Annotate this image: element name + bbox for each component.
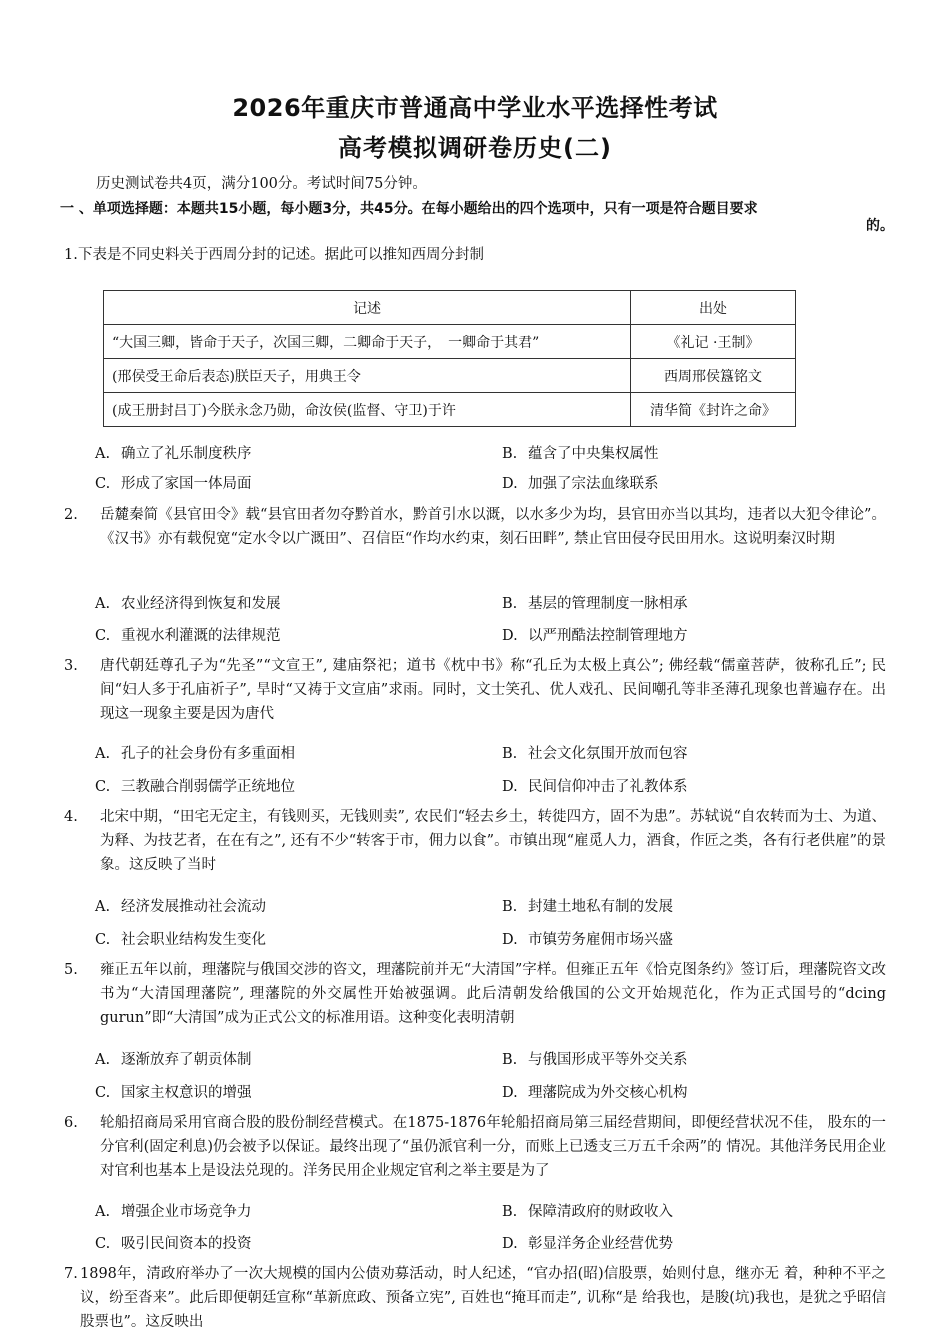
option-2c[interactable] — [95, 624, 281, 645]
table-header-cell: 记述 — [104, 291, 631, 325]
option-label: C. — [95, 1085, 111, 1101]
question-number: 2. — [64, 507, 78, 523]
option-label: A. — [95, 1204, 111, 1220]
question-4 — [64, 805, 886, 880]
option-2d[interactable] — [502, 624, 688, 645]
option-3a[interactable] — [95, 742, 295, 763]
table-header-row — [104, 291, 796, 325]
option-1b[interactable] — [502, 442, 659, 463]
table-cell: 清华简《封许之命》 — [631, 393, 796, 427]
option-label: A. — [95, 1052, 111, 1068]
option-label: A. — [95, 899, 111, 915]
option-3d[interactable] — [502, 775, 688, 796]
question-number: 6. — [64, 1115, 78, 1131]
option-label: D. — [502, 1085, 518, 1101]
option-label: A. — [95, 596, 111, 612]
option-text: 理藩院成为外交核心机构 — [528, 1085, 688, 1101]
option-2b[interactable] — [502, 592, 688, 613]
question-5 — [64, 958, 906, 1033]
option-3c[interactable] — [95, 775, 295, 796]
option-text: 形成了家国一体局面 — [121, 476, 252, 492]
question-stem: 1898年，清政府举办了一次大规模的国内公债劝募活动，时人纪述，“官办招(昭)信股票，始则付息，继亦无 着，种种不平之议，纷至沓来”。此后即便朝廷宣称“革新庶政、预备立宪”, 百姓也“掩耳而走”, 讥称“是 给我也，是朘(坑)我也，是犹之乎昭信股票也”。这反映出 — [80, 1266, 886, 1330]
table-cell: 西周邢侯簋铭文 — [631, 359, 796, 393]
option-label: B. — [502, 446, 518, 462]
question-7 — [64, 1262, 886, 1337]
question-6 — [64, 1111, 886, 1186]
table-cell: (邢侯受王命后表态)朕臣天子，用典王令 — [104, 359, 631, 393]
option-label: B. — [502, 596, 518, 612]
option-text: 市镇劳务雇佣市场兴盛 — [528, 932, 673, 948]
option-label: C. — [95, 476, 111, 492]
option-text: 基层的管理制度一脉相承 — [528, 596, 688, 612]
option-text: 吸引民间资本的投资 — [121, 1236, 252, 1252]
option-label: D. — [502, 628, 518, 644]
option-4a[interactable] — [95, 895, 266, 916]
question-stem: 岳麓秦简《县官田令》载“县官田者勿夺黔首水，黔首引水以溉，以水多少为均，县官田亦当以其均，违者以大犯令律论”。《汉书》亦有载倪宽“定水令以广溉田”、召信臣“作均水约束，刻石田畔”, 禁止官田侵夺民田用水。这说明秦汉时期 — [100, 507, 886, 547]
question-stem: 北宋中期，“田宅无定主，有钱则买，无钱则卖”, 农民们“轻去乡土，转徙四方，固不为患”。苏轼说“自农转而为士、为道、为释、为技艺者，在在有之”, 还有不少“转客于市，佣力以食”。市镇出现“雇觅人力，酒食，作匠之类，各有行老供雇”的景象。这反映了当时 — [100, 809, 886, 873]
option-text: 蕴含了中央集权属性 — [528, 446, 659, 462]
option-6b[interactable] — [502, 1200, 673, 1221]
option-text: 民间信仰冲击了礼教体系 — [528, 779, 688, 795]
question-number: 5. — [64, 962, 78, 978]
option-6c[interactable] — [95, 1232, 252, 1253]
option-label: D. — [502, 476, 518, 492]
option-text: 经济发展推动社会流动 — [121, 899, 266, 915]
table-cell: (成王册封吕丁)今朕永念乃勋，命汝侯(监督、守卫)于许 — [104, 393, 631, 427]
option-text: 国家主权意识的增强 — [121, 1085, 252, 1101]
section-heading-line2: 的。 — [866, 218, 894, 234]
option-text: 确立了礼乐制度秩序 — [121, 446, 252, 462]
option-label: C. — [95, 932, 111, 948]
option-label: B. — [502, 1204, 518, 1220]
option-label: D. — [502, 1236, 518, 1252]
option-1d[interactable] — [502, 472, 659, 493]
option-label: C. — [95, 1236, 111, 1252]
option-label: A. — [95, 746, 111, 762]
section-heading-line1: 一 、单项选择题：本题共15小题，每小题3分，共45分。在每小题给出的四个选项中，只有一项是符合题目要求 — [60, 201, 758, 217]
option-1a[interactable] — [95, 442, 252, 463]
question-stem: 唐代朝廷尊孔子为“先圣”“文宣王”, 建庙祭祀；道书《枕中书》称“孔丘为太极上真公”; 佛经载“儒童菩萨，彼称孔丘”; 民间“妇人多于孔庙祈子”, 旱时“又祷于文宣庙”求雨。同时，文士笑孔、优人戏孔、民间嘲孔等非圣薄孔现象也普遍存在。出现这一现象主要是因为唐代 — [100, 658, 886, 722]
table-row — [104, 393, 796, 427]
option-label: C. — [95, 628, 111, 644]
source-table — [103, 290, 796, 427]
option-label: B. — [502, 746, 518, 762]
option-5b[interactable] — [502, 1048, 688, 1069]
option-label: D. — [502, 779, 518, 795]
question-stem: 雍正五年以前，理藩院与俄国交涉的咨文，理藩院前并无“大清国”字样。但雍正五年《恰克图条约》签订后，理藩院咨文改书为“大清国理藩院”, 理藩院的外交属性开始被强调。此后清朝发给俄国的公文开始规范化，作为正式国号的“dcing gurun”即“大清国”成为正式公文的标准用语。这种变化表明清朝 — [100, 962, 906, 1026]
option-label: B. — [502, 899, 518, 915]
exam-title: 2026年重庆市普通高中学业水平选择性考试 — [232, 94, 718, 122]
option-text: 逐渐放弃了朝贡体制 — [121, 1052, 252, 1068]
question-3 — [64, 654, 886, 729]
section-heading — [60, 201, 894, 235]
option-3b[interactable] — [502, 742, 688, 763]
table-header-cell: 出处 — [631, 291, 796, 325]
option-5a[interactable] — [95, 1048, 252, 1069]
table-row — [104, 325, 796, 359]
question-number: 7. — [64, 1266, 78, 1282]
question-stem: 轮船招商局采用官商合股的股份制经营模式。在1875-1876年轮船招商局第三届经营期间，即便经营状况不佳， 股东的一分官利(固定利息)仍会被予以保证。最终出现了“虽仍派官利一分，而账上已透支三万五千余两”的 情况。其他洋务民用企业对官利也基本上是设法兑现的。洋务民用企业规定官利之举主要是为了 — [100, 1115, 886, 1179]
option-4c[interactable] — [95, 928, 266, 949]
option-text: 三教融合削弱儒学正统地位 — [121, 779, 295, 795]
option-text: 封建土地私有制的发展 — [528, 899, 673, 915]
question-number: 1. — [64, 247, 78, 263]
option-text: 保障清政府的财政收入 — [528, 1204, 673, 1220]
option-4b[interactable] — [502, 895, 673, 916]
option-2a[interactable] — [95, 592, 281, 613]
option-text: 重视水利灌溉的法律规范 — [121, 628, 281, 644]
option-text: 增强企业市场竞争力 — [121, 1204, 252, 1220]
option-text: 社会文化氛围开放而包容 — [528, 746, 688, 762]
option-5d[interactable] — [502, 1081, 688, 1102]
option-label: A. — [95, 446, 111, 462]
question-number: 3. — [64, 658, 78, 674]
question-number: 4. — [64, 809, 78, 825]
option-text: 以严刑酷法控制管理地方 — [528, 628, 688, 644]
option-text: 与俄国形成平等外交关系 — [528, 1052, 688, 1068]
option-5c[interactable] — [95, 1081, 252, 1102]
question-stem: 下表是不同史料关于西周分封的记述。据此可以推知西周分封制 — [78, 247, 484, 263]
question-2 — [64, 503, 886, 578]
exam-intro: 历史测试卷共4页，满分100分。考试时间75分钟。 — [96, 176, 427, 192]
table-cell: “大国三卿，皆命于天子，次国三卿，二卿命于天子， 一卿命于其君” — [104, 325, 631, 359]
table-cell: 《礼记 ·王制》 — [631, 325, 796, 359]
option-text: 孔子的社会身份有多重面相 — [121, 746, 295, 762]
exam-subtitle: 高考模拟调研卷历史(二) — [338, 134, 612, 162]
table-row — [104, 359, 796, 393]
option-text: 彰显洋务企业经营优势 — [528, 1236, 673, 1252]
option-label: B. — [502, 1052, 518, 1068]
option-1c[interactable] — [95, 472, 252, 493]
option-6a[interactable] — [95, 1200, 252, 1221]
option-6d[interactable] — [502, 1232, 673, 1253]
option-label: D. — [502, 932, 518, 948]
option-text: 社会职业结构发生变化 — [121, 932, 266, 948]
option-text: 农业经济得到恢复和发展 — [121, 596, 281, 612]
option-text: 加强了宗法血缘联系 — [528, 476, 659, 492]
option-4d[interactable] — [502, 928, 673, 949]
option-label: C. — [95, 779, 111, 795]
